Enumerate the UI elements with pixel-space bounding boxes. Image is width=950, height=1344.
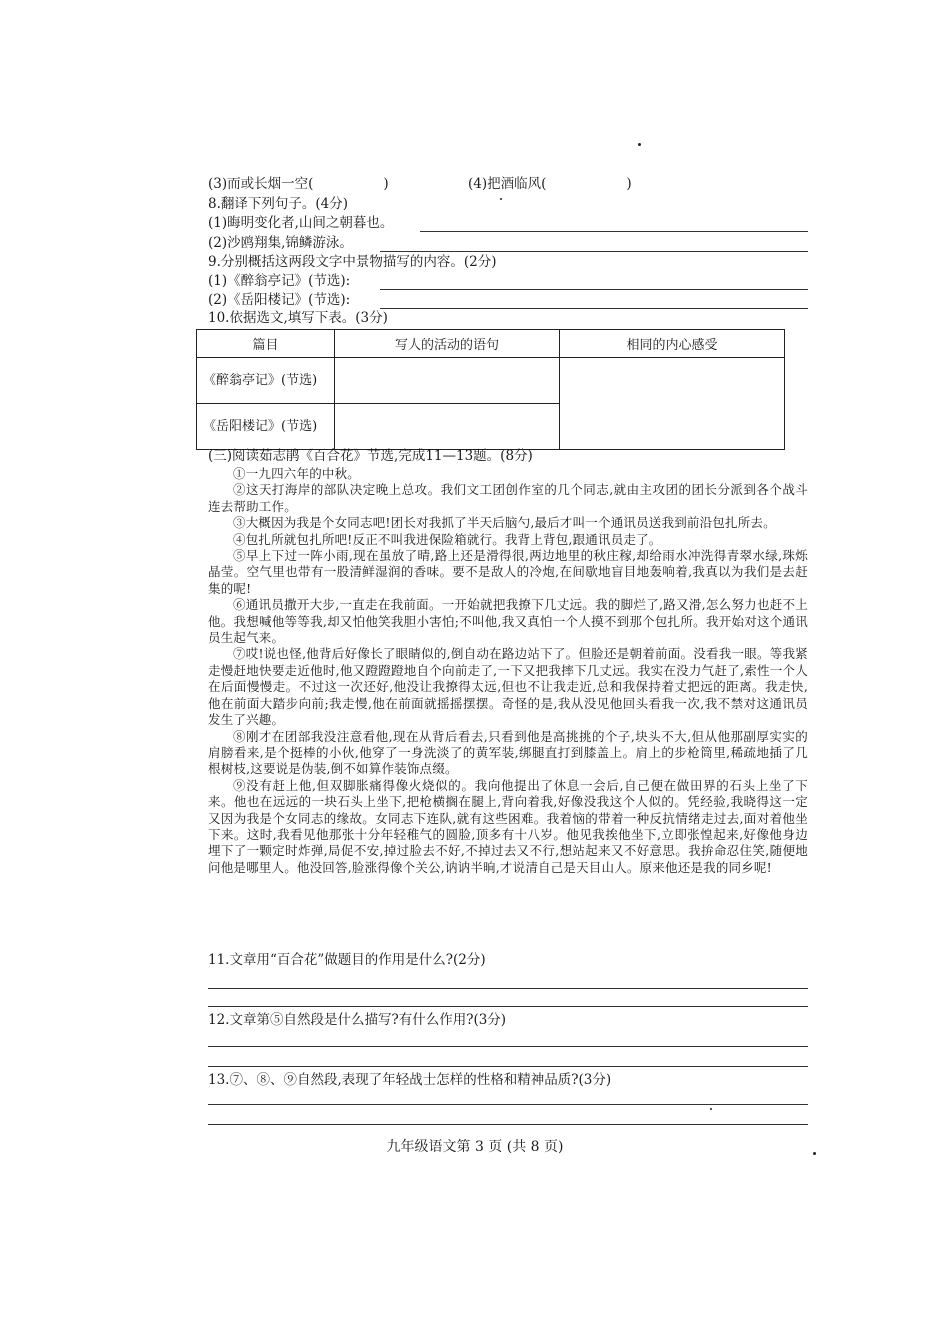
q9-answer-line-2[interactable] <box>380 308 808 309</box>
q11-answer-line-1[interactable] <box>208 988 808 989</box>
q10-title: 10.依据选文,填写下表。(3分) <box>208 310 388 326</box>
passage-paragraph: ⑦哎!说也怪,他背后好像长了眼睛似的,倒自动在路边站下了。但脸还是朝着前面。没看我一眼。等我紧走慢赶地快要走近他时,他又蹬蹬蹬地自个向前走了,一下又把我摔下几丈远。我实在没力气赶了,索性一个人在后面慢慢走。不过这一次还好,他没让我撩得太远,但也不让我走近,总和我保持着丈把远的距离。我走快,他在前面大踏步向前;我走慢,他在前面就摇摇摆摆。奇怪的是,我从没见他回头看我一次,我不禁对这通讯员发生了兴趣。 <box>208 646 808 728</box>
scan-speck <box>638 143 641 146</box>
scan-speck <box>500 198 502 200</box>
passage-paragraph: ③大概因为我是个女同志吧!团长对我抓了半天后脑勺,最后才叫一个通讯员送我到前沿包扎所去。 <box>233 515 776 531</box>
q10-header-row <box>197 330 785 358</box>
q9-item-2: (2)《岳阳楼记》(节选): <box>208 292 351 308</box>
q9-item-1: (1)《醉翁亭记》(节选): <box>208 273 351 289</box>
q10-table <box>196 329 785 450</box>
q10-row-1 <box>197 358 785 404</box>
q10-header-title: 篇目 <box>197 330 335 358</box>
q8-answer-line-2[interactable] <box>380 251 808 252</box>
reading-intro: (三)阅读茹志鹃《百合花》节选,完成11—13题。(8分) <box>208 448 533 464</box>
q8-sentence-2: (2)沙鸥翔集,锦鳞游泳。 <box>208 235 353 251</box>
passage-paragraph: ⑧刚才在团部我没注意看他,现在从背后看去,只看到他是高挑挑的个子,块头不大,但从他那副厚实实的肩膀看来,是个挺棒的小伙,他穿了一身洗淡了的黄军装,绑腿直打到膝盖上。肩上的步枪筒里,稀疏地插了几根树枝,这要说是伪装,倒不如算作装饰点缀。 <box>208 728 808 777</box>
passage-paragraph: ①一九四六年的中秋。 <box>233 466 361 481</box>
q7-item3-close: ) <box>383 176 389 192</box>
q8-sentence-1: (1)晦明变化者,山间之朝暮也。 <box>208 215 394 231</box>
passage-paragraph: ⑥通讯员撒开大步,一直走在我前面。一开始就把我撩下几丈远。我的脚烂了,路又滑,怎么努力也赶不上他。我想喊他等等我,却又怕他笑我胆小害怕;不叫他,我又真怕一个人摸不到那个包扎所。我开始对这个通讯员生起气来。 <box>208 597 808 646</box>
reading-passage <box>208 466 808 876</box>
q8-answer-line-1[interactable] <box>420 231 808 232</box>
q8-title: 8.翻译下列句子。(4分) <box>208 196 349 212</box>
q7-item3 <box>208 176 389 193</box>
q10-row-1-activity-cell[interactable] <box>335 358 560 404</box>
q7-item4-close: ) <box>626 176 632 192</box>
q10-row-2-title: 《岳阳楼记》(节选) <box>197 404 335 450</box>
q10-row-1-title: 《醉翁亭记》(节选) <box>197 358 335 404</box>
page-footer: 九年级语文第 3 页 (共 8 页) <box>386 1139 564 1155</box>
passage-paragraph: ⑨没有赶上他,但双脚胀痛得像火烧似的。我向他提出了休息一会后,自己便在做田界的石头上坐了下来。他也在远远的一块石头上坐下,把枪横搁在腿上,背向着我,好像没我这个人似的。凭经验,我晓得这一定又因为我是个女同志的缘故。女同志下连队,就有这些困难。我着恼的带着一种反抗情绪走过去,面对着他坐下来。这时,我看见他那张十分年轻稚气的圆脸,顶多有十八岁。他见我挨他坐下,立即张惶起来,好像他身边埋下了一颗定时炸弹,局促不安,掉过脸去不好,不掉过去又不行,想站起来又不好意思。我拚命忍住笑,随便地问他是哪里人。他没回答,脸涨得像个关公,讷讷半晌,才说清自己是天目山人。原来他还是我的同乡呢! <box>208 777 808 875</box>
q11-title: 11.文章用“百合花”做题目的作用是什么?(2分) <box>208 952 486 968</box>
q12-title: 12.文章第⑤自然段是什么描写?有什么作用?(3分) <box>208 1012 507 1028</box>
q7-item4-label: (4)把酒临风( <box>468 176 547 192</box>
q7-item4 <box>468 176 632 193</box>
q10-row-2-activity-cell[interactable] <box>335 404 560 450</box>
passage-paragraph: ②这天打海岸的部队决定晚上总攻。我们文工团创作室的几个同志,就由主攻团的团长分派到各个战斗连去帮助工作。 <box>208 482 808 514</box>
q10-header-feeling: 相同的内心感受 <box>560 330 785 358</box>
q11-answer-line-2[interactable] <box>208 1006 808 1007</box>
q10-feeling-cell[interactable] <box>560 358 785 450</box>
q12-answer-line-2[interactable] <box>208 1066 808 1067</box>
q9-answer-line-1[interactable] <box>380 289 808 290</box>
q9-title: 9.分别概括这两段文字中景物描写的内容。(2分) <box>208 254 497 270</box>
q7-item3-label: (3)而或长烟一空( <box>208 176 314 192</box>
scan-speck <box>813 1152 816 1155</box>
q13-answer-line-1[interactable] <box>208 1104 808 1105</box>
scan-speck <box>710 1108 712 1110</box>
passage-paragraph: ④包扎所就包扎所吧!反正不叫我进保险箱就行。我背上背包,跟通讯员走了。 <box>233 531 662 547</box>
q13-answer-line-2[interactable] <box>208 1124 808 1125</box>
q10-header-activity: 写人的活动的语句 <box>335 330 560 358</box>
q12-answer-line-1[interactable] <box>208 1046 808 1047</box>
passage-paragraph: ⑤早上下过一阵小雨,现在虽放了晴,路上还是滑得很,两边地里的秋庄稼,却给雨水冲洗得青翠水绿,珠烁晶莹。空气里也带有一股清鲜湿润的香味。要不是敌人的冷炮,在间歇地盲目地轰响着,我真以为我们是去赶集的呢! <box>208 548 808 596</box>
q13-title: 13.⑦、⑧、⑨自然段,表现了年轻战士怎样的性格和精神品质?(3分) <box>208 1072 612 1088</box>
